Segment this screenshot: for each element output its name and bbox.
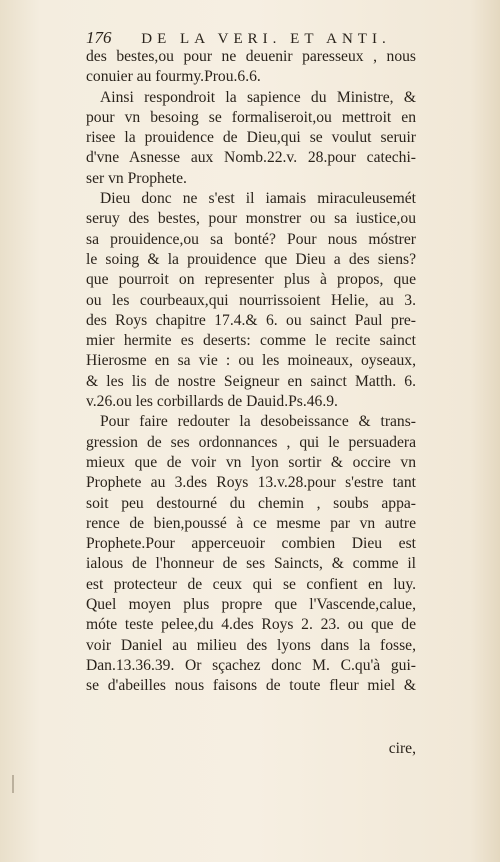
text-line: móte teste pelee,du 4.des Roys 2. 23. ou que de xyxy=(86,616,416,634)
text-line: voir Daniel au milieu des lyons dans la fosse, xyxy=(86,636,416,654)
text-line: Hierosme en sa vie : ou les moineaux, oyseaux, xyxy=(86,352,416,370)
text-line: mier hermite es deserts: comme le recite sainct xyxy=(86,332,416,350)
text-line: ser vn Prophete. xyxy=(86,169,187,187)
margin-mark xyxy=(12,775,14,793)
text-line: Dan.13.36.39. Or sçachez donc M. C.qu'à gui- xyxy=(86,656,416,674)
text-line: se d'abeilles nous faisons de toute fleur miel & xyxy=(86,677,416,695)
text-line: gression de ses ordonnances , qui le persuadera xyxy=(86,433,416,451)
text-line: seruy des bestes, pour monstrer ou sa iustice,ou xyxy=(86,210,416,228)
body-text xyxy=(86,47,416,697)
text-line: Pour faire redouter la desobeissance & trans- xyxy=(100,413,416,431)
text-line: d'vne Asnesse aux Nomb.22.v. 28.pour catechi- xyxy=(86,149,416,167)
text-line: sa prouidence,ou sa bonté? Pour nous móstrer xyxy=(86,230,416,248)
text-line: Prophete au 3.des Roys 13.v.28.pour s'estre tant xyxy=(86,474,416,492)
text-line: mieux que de voir vn lyon sortir & occire vn xyxy=(86,453,416,471)
text-line: Ainsi respondroit la sapience du Ministre, & xyxy=(100,88,416,106)
page-header xyxy=(86,28,416,48)
text-line: Quel moyen plus propre que l'Vascende,calue, xyxy=(86,596,416,614)
text-line: ou les courbeaux,qui nourrissoient Helie, au 3. xyxy=(86,291,416,309)
text-line: est protecteur de ceux qui se confient en luy. xyxy=(86,575,416,593)
text-line: conuier au fourmy.Prou.6.6. xyxy=(86,68,261,86)
catchword: cire, xyxy=(388,740,416,757)
page-number: 176 xyxy=(86,28,112,47)
text-line: rence de bien,poussé à ce mesme par vn autre xyxy=(86,514,416,532)
text-line: ialous de l'honneur de ses Saincts, & comme il xyxy=(86,555,416,573)
text-line: soit peu destourné du chemin , soubs appa- xyxy=(86,494,416,512)
text-line: que pourroit on representer plus à propos, que xyxy=(86,271,416,289)
text-line: le soing & la prouidence que Dieu a des siens? xyxy=(86,250,416,268)
running-title: DE LA VERI. ET ANTI. xyxy=(141,31,391,47)
text-line: v.26.ou les corbillards de Dauid.Ps.46.9. xyxy=(86,393,338,411)
text-line: des bestes,ou pour ne deuenir paresseux , nous xyxy=(86,48,416,65)
text-line: Dieu donc ne s'est il iamais miraculeusemét xyxy=(100,190,416,208)
text-line: & les lis de nostre Seigneur en sainct Matth. 6. xyxy=(86,372,416,390)
text-line: risee la prouidence de Dieu,qui se voulut seruir xyxy=(86,129,416,147)
text-line: pour vn besoing se formaliseroit,ou mettroit en xyxy=(86,108,416,126)
text-line: Prophete.Pour apperceuoir combien Dieu est xyxy=(86,535,416,553)
text-line: des Roys chapitre 17.4.& 6. ou sainct Paul pre- xyxy=(86,311,416,329)
